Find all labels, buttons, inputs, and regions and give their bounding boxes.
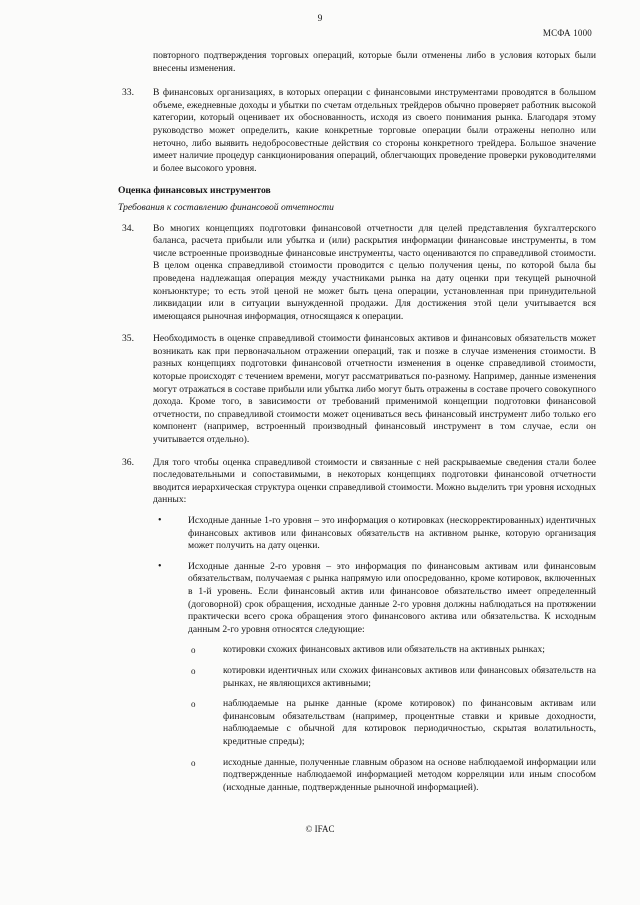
document-code: МСФА 1000 <box>542 28 592 38</box>
paragraph-number: 36. <box>122 456 134 468</box>
paragraph-34 <box>118 223 596 324</box>
section-title: Оценка финансовых инструментов <box>118 185 271 197</box>
circle-bullet-icon: o <box>191 645 196 656</box>
list-item-text: Исходные данные 1-го уровня – это информация о котировках (нескорректированных) идентичных финансовых активов или финансовых обязательств на активном рынке, которую организация может получить на дату оценки. <box>188 515 596 552</box>
sub-list-item-text: наблюдаемые на рынке данные (кроме котировок) по финансовым активам или финансовым обязательствам (например, процентные ставки и кривые доходности, наблюдаемые с обычной для котировок периодичностью, скрытая волатильность, кредитные спреды); <box>223 698 596 747</box>
circle-bullet-icon: o <box>191 665 196 676</box>
list-item-text: Исходные данные 2-го уровня – это информация по финансовым активам или финансовым обязательствам, получаемая с рынка напрямую или опосредованно, кроме котировок, включенных в 1-й уровень. Если финансовый актив или финансовое обязательство имеет определенный (договорной) срок обращения, исходные данные 2-го уровня должны наблюдаться на протяжении практически всего срока обращения этого финансового актива или обязательства. К исходным данным 2-го уровня относятся следующие: <box>188 560 596 635</box>
sub-list-item <box>118 757 596 795</box>
footer-copyright: © IFAC <box>305 824 335 834</box>
paragraph-text: Необходимость в оценке справедливой стоимости финансовых активов и финансовых обязательств может возникать как при первоначальном отражении операций, так и позже в случае изменения стоимости. В разных концепциях подготовки финансовой отчетности изменения в оценке справедливой стоимости, которые происходят с течением времени, могут рассматриваться по-разному. Например, данные изменения могут отражаться в составе прибыли или убытка либо могут быть отражены в составе прочего совокупного дохода. Кроме того, в зависимости от требований применимой концепции подготовки финансовой отчетности, по справедливой стоимости может оцениваться весь финансовый инструмент либо только его компонент (например, встроенный производный финансовый инструмент в том случае, если он учитывается отдельно). <box>153 333 596 446</box>
sub-list-item <box>118 644 596 657</box>
paragraph-number: 33. <box>122 87 134 99</box>
subsection-title: Требования к составлению финансовой отчетности <box>118 201 334 213</box>
paragraph-number: 35. <box>122 333 134 345</box>
sub-list-item-text: исходные данные, полученные главным образом на основе наблюдаемой информации или подтвержденные наблюдаемой информацией методом корреляции или иным способом (исходные данные, подтвержденные рыночной информацией). <box>223 756 596 793</box>
paragraph-text: В финансовых организациях, в которых операции с финансовыми инструментами проводятся в большом объеме, ежедневные доходы и убытки по счетам отдельных трейдеров обычно проверяет работник высокой категории, который оценивает их обоснованность, исходя из своего понимания рынка. Благодаря этому руководство может определить, какие конкретные торговые операции были отражены неполно или неточно, либо выявить недобросовестные действия со стороны конкретного трейдера. Большое значение имеет наличие процедур санкционирования операций, облегчающих проведение проверки руководителями и более высокого уровня. <box>153 87 596 174</box>
intro-paragraph: повторного подтверждения торговых операций, которые были отменены либо в условия которых были внесены изменения. <box>153 50 596 74</box>
circle-bullet-icon: o <box>191 699 196 710</box>
list-item <box>118 561 596 637</box>
list-item <box>118 515 596 553</box>
document-body <box>118 50 596 794</box>
paragraph-number: 34. <box>122 222 134 234</box>
paragraph-text: Во многих концепциях подготовки финансовой отчетности для целей представления бухгалтерского баланса, расчета прибыли или убытка и (или) раскрытия информации финансовые инструменты, в том числе встроенные производные финансовые инструменты, часто оцениваются по справедливой стоимости. В целом оценка справедливой стоимости проводится с целью получения цены, по которой была бы проведена надлежащая операция между участниками рынка на дату оценки при текущей рыночной конъюнктуре; то есть этой ценой не может быть цена операции, установленная при принудительной ликвидации или в ситуации вынужденной продажи. Для достижения этой цели учитывается вся имеющаяся рыночная информация, относящаяся к операции. <box>153 222 596 322</box>
paragraph-33 <box>118 87 596 175</box>
bullet-icon: • <box>158 515 162 526</box>
page-number: 9 <box>317 14 323 24</box>
sub-list-item <box>118 698 596 748</box>
bullet-icon: • <box>158 560 162 572</box>
sub-list-item-text: котировки схожих финансовых активов или обязательств на активных рынках; <box>223 644 545 656</box>
paragraph-35 <box>118 333 596 446</box>
sub-list-item <box>118 665 596 690</box>
sub-list-item-text: котировки идентичных или схожих финансовых активов или финансовых обязательств на рынках, не являющихся активными; <box>223 664 596 689</box>
paragraph-36 <box>118 457 596 507</box>
circle-bullet-icon: o <box>191 757 196 768</box>
paragraph-text: Для того чтобы оценка справедливой стоимости и связанные с ней раскрываемые сведения стали более последовательными и сопоставимыми, в некоторых концепциях подготовки финансовой отчетности вводится иерархическая структура оценки справедливой стоимости. Можно выделить три уровня исходных данных: <box>153 456 596 506</box>
